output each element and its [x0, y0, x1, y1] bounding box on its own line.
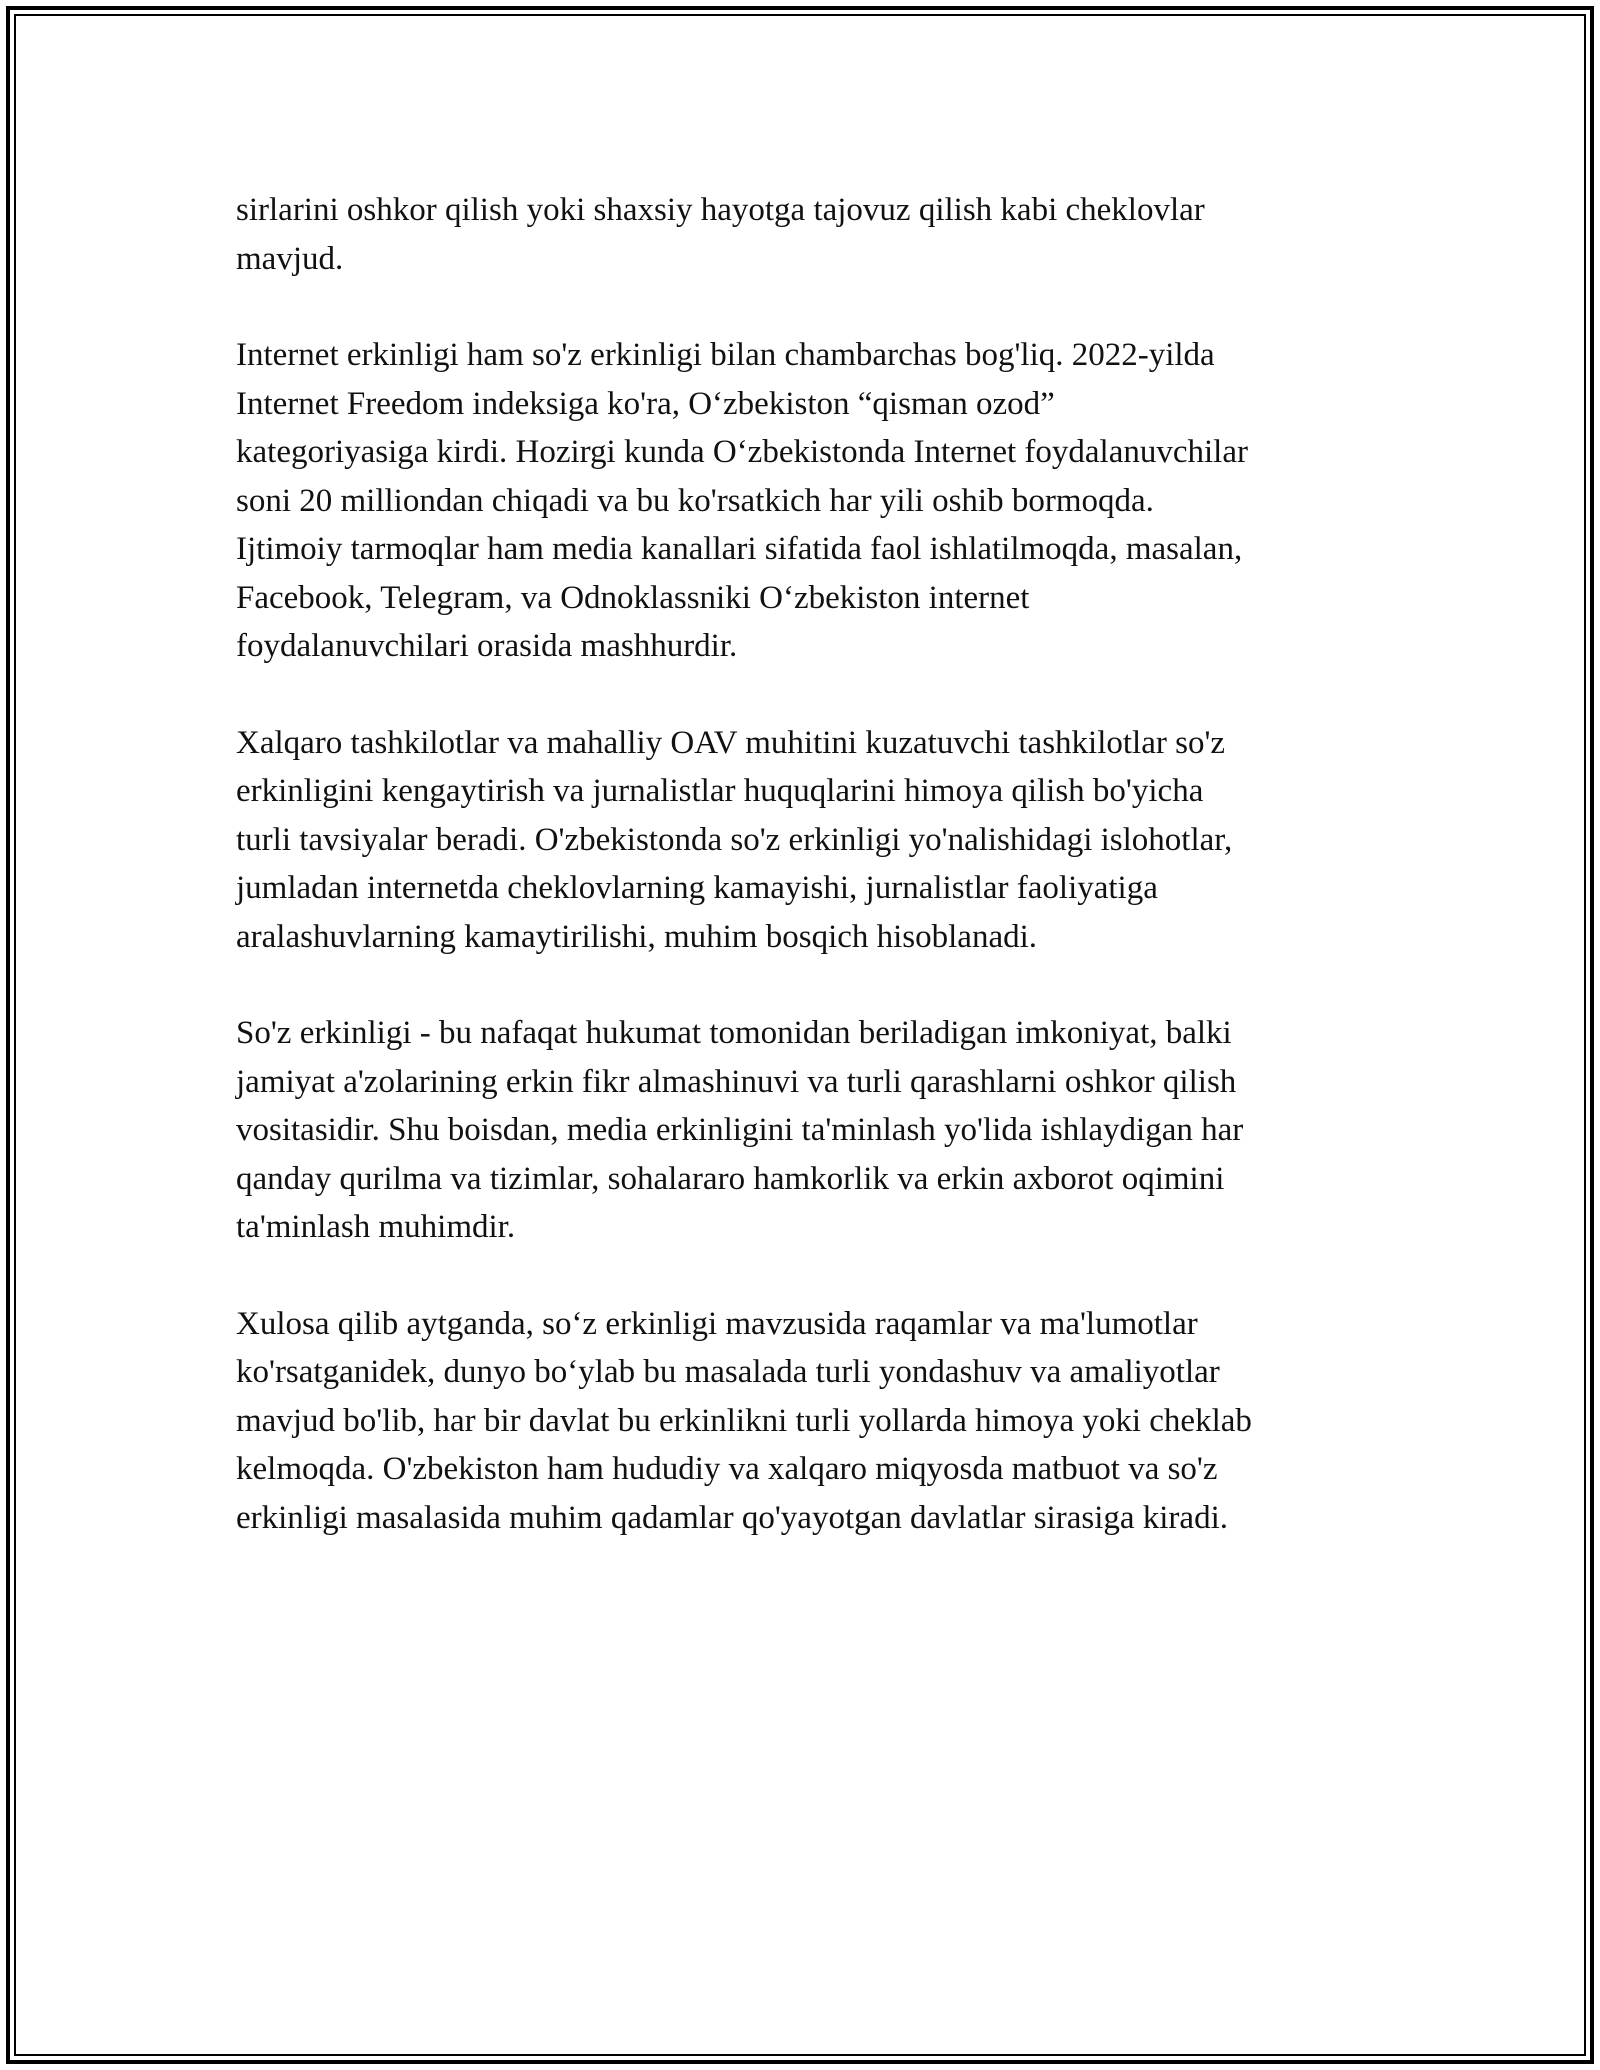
- paragraph-freedom-of-speech: So'z erkinligi - bu nafaqat hukumat tomonidan beriladigan imkoniyat, balki jamiyat a'zolarining erkin fikr almashinuvi va turli qarashlarni oshkor qilish vositasidir. Shu boisdan, media erkinligini ta'minlash yo'lida ishlaydigan har qanday qurilma va tizimlar, sohalararo hamkorlik va erkin axborot oqimini ta'minlash muhimdir.: [236, 1015, 1244, 1245]
- paragraph-internet-freedom: Internet erkinligi ham so'z erkinligi bilan chambarchas bog'liq. 2022-yilda Internet Freedom indeksiga ko'ra, O‘zbekiston “qisman ozod” kategoriyasiga kirdi. Hozirgi kunda O‘zbekistonda Internet foydalanuvchilar soni 20 milliondan chiqadi va bu ko'rsatkich har yili oshib bormoqda. Ijtimoiy tarmoqlar ham media kanallari sifatida faol ishlatilmoqda, masalan, Facebook, Telegram, va Odnoklassniki O‘zbekiston internet foydalanuvchilari orasida mashhurdir.: [236, 337, 1248, 664]
- paragraph-international-organizations: Xalqaro tashkilotlar va mahalliy OAV muhitini kuzatuvchi tashkilotlar so'z erkinligini kengaytirish va jurnalistlar huquqlarini himoya qilish bo'yicha turli tavsiyalar beradi. O'zbekistonda so'z erkinligi yo'nalishidagi islohotlar, jumladan internetda cheklovlarning kamayishi, jurnalistlar faoliyatiga aralashuvlarning kamaytirilishi, muhim bosqich hisoblanadi.: [236, 724, 1233, 955]
- paragraph-conclusion: Xulosa qilib aytganda, so‘z erkinligi mavzusida raqamlar va ma'lumotlar ko'rsatganidek, dunyo bo‘ylab bu masalada turli yondashuv va amaliyotlar mavjud bo'lib, har bir davlat bu erkinlikni turli yollarda himoya yoki cheklab kelmoqda. O'zbekiston ham hududiy va xalqaro miqyosda matbuot va so'z erkinligi masalasida muhim qadamlar qo'yayotgan davlatlar sirasiga kiradi.: [236, 1305, 1252, 1536]
- paragraph-continuation: sirlarini oshkor qilish yoki shaxsiy hayotga tajovuz qilish kabi cheklovlar mavjud.: [236, 192, 1205, 277]
- document-body: [236, 186, 1386, 1590]
